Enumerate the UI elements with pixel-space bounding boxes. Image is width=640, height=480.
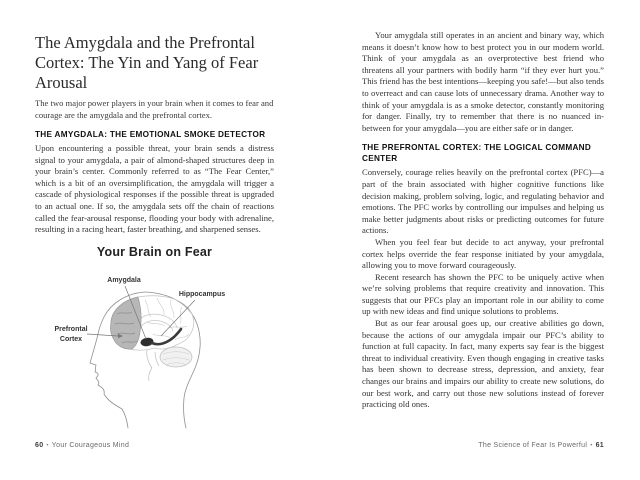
cerebellum xyxy=(160,347,192,367)
label-hippocampus: Hippocampus xyxy=(178,290,226,298)
brain-figure xyxy=(35,245,274,432)
page-number-left: 60 xyxy=(35,442,44,449)
footer-separator-right: • xyxy=(590,442,593,449)
footer-separator-left: • xyxy=(46,442,49,449)
left-page xyxy=(35,33,274,432)
brain-diagram xyxy=(35,262,274,432)
chapter-title: The Amygdala and the Prefrontal Cortex: The Yin and Yang of Fear Arousal xyxy=(35,33,259,92)
body-paragraph-fear-arousal: But as our fear arousal goes up, our creative abilities go down, because the actions of our amygdala impair our PFC’s ability to function at full capacity. In fact, many experts say fear is the biggest threat to individual creativity. Even though engaging in creative tasks has been shown to decrease stress, depression, and anxiety, fear changes our brains and impairs our ability to create new solutions, do our best work, and carry out those new solutions instead of forever practicing old ones. xyxy=(362,318,604,410)
body-paragraph-ancient-binary: Your amygdala still operates in an ancient and binary way, which means it doesn’t know how to best protect you in our modern world. Think of your amygdala as an overprotective best friend who threatens all your partners with bodily harm “if they ever hurt you.” This friend has the best intentions—keeping you safe!—but also tends to overreact and can cause lots of unnecessary drama. Another way to think of your amygdala is as a smoke detector, constantly monitoring for danger. Finally, try to remember that there is no nuanced in-between for your amygdala—you are either safe or in danger. xyxy=(362,30,604,133)
body-paragraph-act-anyway: When you feel fear but decide to act anyway, your prefrontal cortex helps override the fear response initiated by your amygdala, allowing you to move forward courageously. xyxy=(362,236,604,271)
page-number-right: 61 xyxy=(595,442,604,449)
hippocampus-shape xyxy=(152,329,181,344)
section-heading-prefrontal: THE PREFRONTAL CORTEX: THE LOGICAL COMMAND CENTER xyxy=(362,143,592,164)
body-paragraph-recent-research: Recent research has shown the PFC to be uniquely active when we’re solving problems that require creativity and innovation. This suggests that our PFCs play an important role in our ability to come up with new ideas and find unique solutions to problems. xyxy=(362,271,604,317)
brainstem xyxy=(147,350,159,381)
chapter-runninghead: The Science of Fear Is Powerful xyxy=(478,442,588,449)
section-heading-amygdala: THE AMYGDALA: THE EMOTIONAL SMOKE DETECTOR xyxy=(35,130,266,139)
right-page xyxy=(362,30,604,411)
label-prefrontal-cortex-line1: Prefrontal xyxy=(54,325,88,333)
body-paragraph-conversely: Conversely, courage relies heavily on the prefrontal cortex (PFC)—a part of the brain associated with higher cognitive functions like decision making, problem solving, logic, and regulating behavior and emotions. The PFC works by controlling our impulses and helping us make better judgments about risks or predicting outcomes for future actions. xyxy=(362,167,604,236)
right-page-footer xyxy=(362,442,604,449)
body-paragraph-amygdala: Upon encountering a possible threat, your brain sends a distress signal to your amygdala, a pair of almond-shaped structures deep in your brain’s center. Commonly referred to as “The Fear Center,” which is a bit of an oversimplification, the amygdala will trigger a cascade of physiological responses if the possible threat is upgraded to an actual one. If so, the amygdala sets off the chain of reactions called the fear-arousal response, flooding your body with adrenaline, resulting in a racing heart, faster breathing, and sharpened senses. xyxy=(35,143,274,235)
chapter-deck: The two major power players in your brain when it comes to fear and courage are the amygdala and the prefrontal cortex. xyxy=(35,98,274,120)
figure-title: Your Brain on Fear xyxy=(96,244,213,259)
label-prefrontal-cortex-line2: Cortex xyxy=(59,335,83,343)
book-title-runninghead: Your Courageous Mind xyxy=(51,442,130,449)
left-page-footer xyxy=(35,442,274,449)
label-amygdala: Amygdala xyxy=(107,276,141,284)
hippocampus-leader-line xyxy=(161,300,195,336)
